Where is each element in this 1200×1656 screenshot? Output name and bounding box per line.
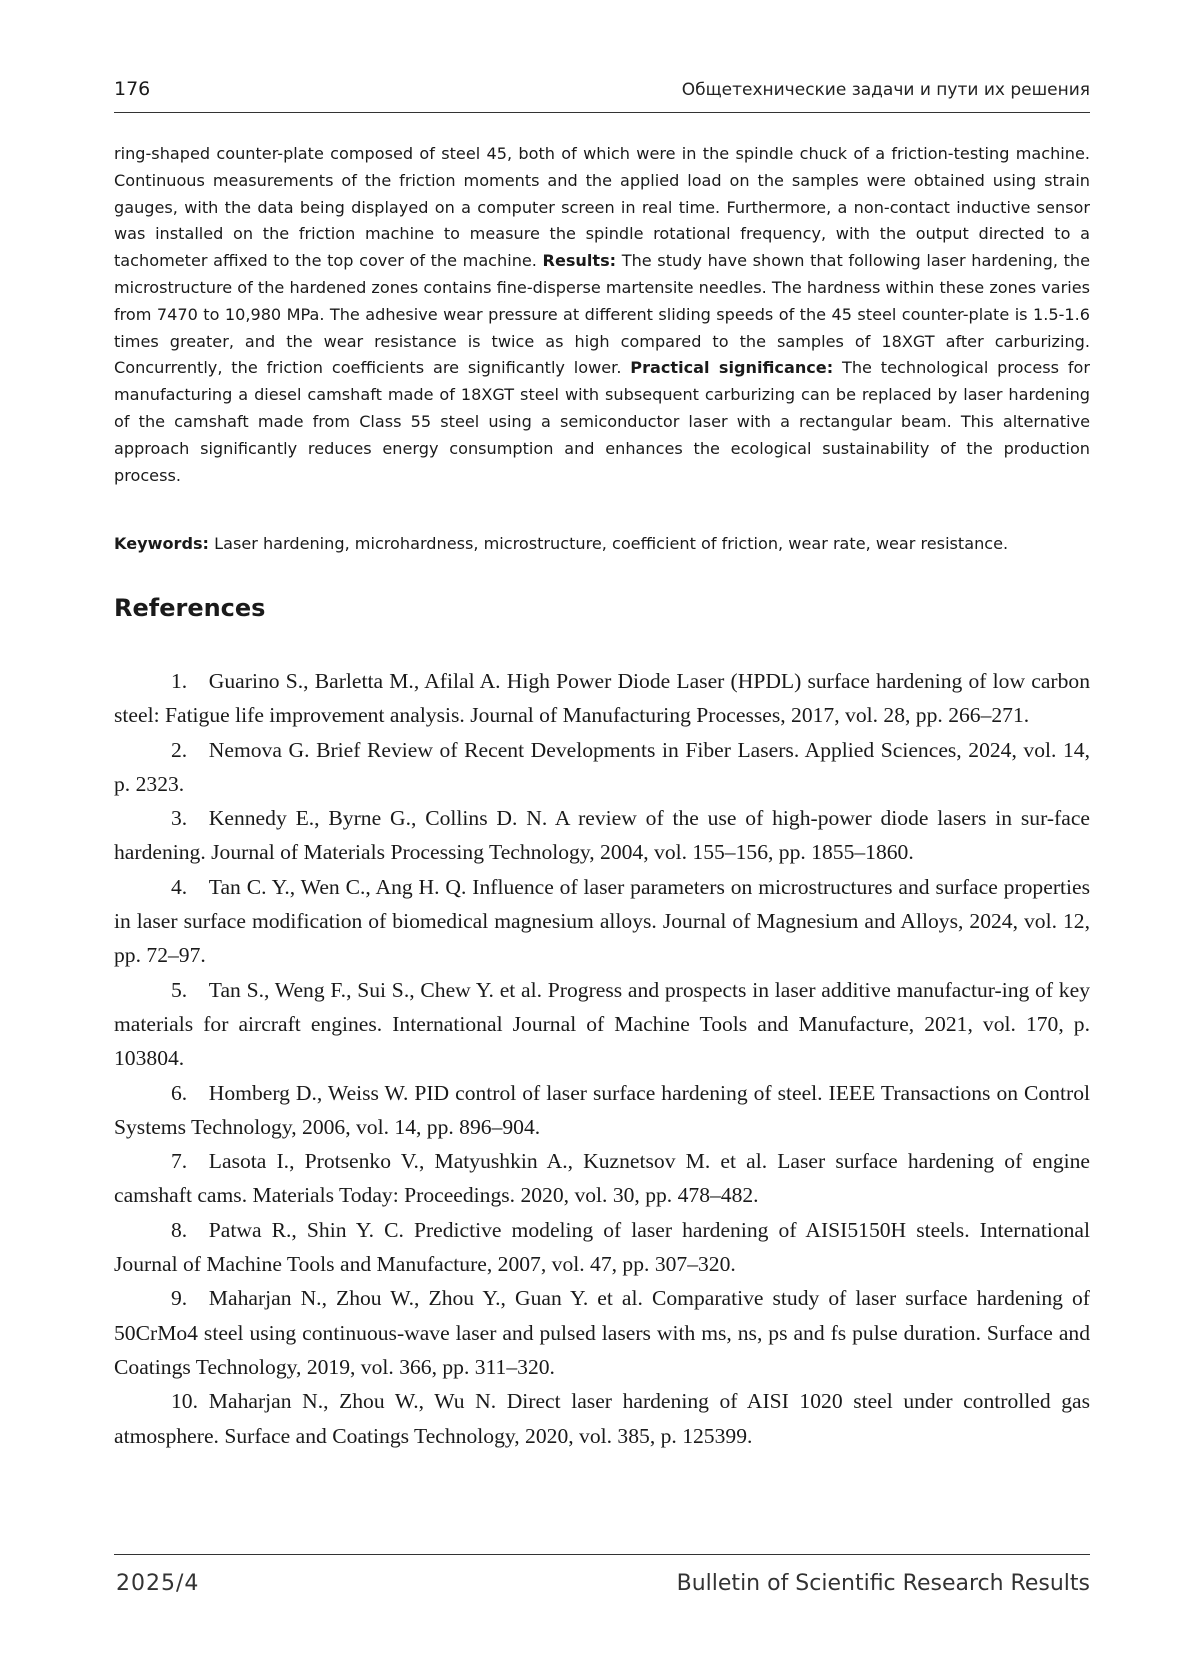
references-heading: References (114, 594, 266, 622)
running-title: Общетехнические задачи и пути их решения (681, 80, 1090, 100)
issue-number: 2025/4 (116, 1571, 200, 1596)
reference-item-7: 7. Lasota I., Protsenko V., Matyushkin A., Kuznetsov M. et al. Laser surface hardening of engine camshaft cams. Materials Today: Proceedings. 2020, vol. 30, pp. 478–482. (114, 1149, 1090, 1208)
page-number: 176 (114, 78, 151, 100)
reference-item-1: 1. Guarino S., Barletta M., Afilal A. High Power Diode Laser (HPDL) surface hardening of low carbon steel: Fatigue life improvement analysis. Journal of Manufacturing Processes, 2017, vol. 28, pp. 266–271. (114, 669, 1090, 728)
abstract-text-1: ring-shaped counter-plate composed of steel 45, both of which were in the spindle chuck of a friction-testing machine. Continuous measurements of the friction moments and the applied load on the samples were obtained using strain gauges, with the data being displayed on a computer screen in real time. Furthermore, a non-contact inductive sensor was installed on the friction machine to measure the spindle rotational frequency, with the output directed to a tachometer affixed to the top cover of the machine. (114, 144, 1090, 271)
reference-item-9: 9. Maharjan N., Zhou W., Zhou Y., Guan Y. et al. Comparative study of laser surface hardening of 50CrMo4 steel using continuous-wave laser and pulsed lasers with ms, ns, ps and fs pulse duration. Surface and Coatings Technology, 2019, vol. 366, pp. 311–320. (114, 1286, 1090, 1379)
practical-significance-label: Practical significance: (630, 358, 834, 378)
reference-item-3: 3. Kennedy E., Byrne G., Collins D. N. A review of the use of high-power diode lasers in sur-face hardening. Journal of Materials Processing Technology, 2004, vol. 155–156, pp. 1855–1860. (114, 806, 1090, 865)
page-header (114, 78, 1090, 113)
reference-item-6: 6. Homberg D., Weiss W. PID control of laser surface hardening of steel. IEEE Transactions on Control Systems Technology, 2006, vol. 14, pp. 896–904. (114, 1080, 1090, 1139)
keywords-line (114, 531, 1090, 557)
keywords-label: Keywords: (114, 534, 209, 553)
abstract-paragraph (114, 141, 1090, 489)
abstract-text-2: The study have shown that following laser hardening, the microstructure of the hardened zones contains fine-disperse martensite needles. The hardness within these zones varies from 7470 to 10,980 MPa. The adhesive wear pressure at different sliding speeds of the 45 steel counter-plate is 1.5-1.6 times greater, and the wear resistance is twice as high compared to the samples of 18XGT after carburizing. Concurrently, the friction coefficients are significantly lower. (114, 251, 1090, 378)
reference-item-10: 10. Maharjan N., Zhou W., Wu N. Direct laser hardening of AISI 1020 steel under controlled gas atmosphere. Surface and Coatings Technology, 2020, vol. 385, p. 125399. (114, 1389, 1090, 1448)
page-footer (114, 1554, 1090, 1596)
reference-item-5: 5. Tan S., Weng F., Sui S., Chew Y. et al. Progress and prospects in laser additive manufactur-ing of key materials for aircraft engines. International Journal of Machine Tools and Manufacture, 2021, vol. 170, p. 103804. (114, 977, 1090, 1071)
results-label: Results: (542, 251, 617, 271)
reference-item-4: 4. Tan C. Y., Wen C., Ang H. Q. Influence of laser parameters on microstructures and surface properties in laser surface modification of biomedical magnesium alloys. Journal of Magnesium and Alloys, 2024, vol. 12, pp. 72–97. (114, 874, 1090, 968)
keywords-text: Laser hardening, microhardness, microstructure, coefficient of friction, wear rate, wear resistance. (209, 534, 1009, 553)
reference-list (114, 664, 1090, 1453)
reference-item-2: 2. Nemova G. Brief Review of Recent Developments in Fiber Lasers. Applied Sciences, 2024, vol. 14, p. 2323. (114, 737, 1090, 796)
reference-item-8: 8. Patwa R., Shin Y. C. Predictive modeling of laser hardening of AISI5150H steels. International Journal of Machine Tools and Manufacture, 2007, vol. 47, pp. 307–320. (114, 1217, 1090, 1277)
abstract-text-3: The technological process for manufacturing a diesel camshaft made of 18XGT steel with subsequent carburizing can be replaced by laser hardening of the camshaft made from Class 55 steel using a semiconductor laser with a rectangular beam. This alternative approach significantly reduces energy consumption and enhances the ecological sustainability of the production process. (114, 358, 1090, 485)
journal-name: Bulletin of Scientific Research Results (676, 1571, 1090, 1596)
